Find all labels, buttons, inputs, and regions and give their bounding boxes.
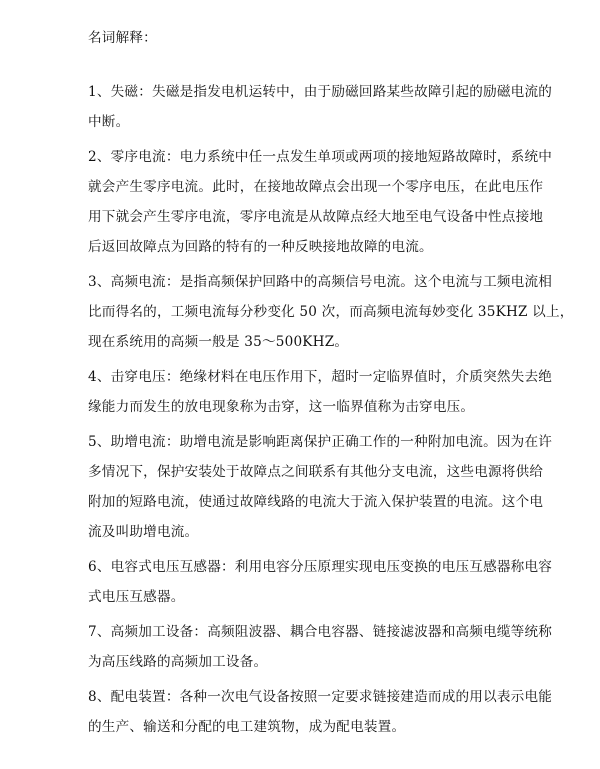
text-line: 现在系统用的高频一般是 35～500KHZ。 xyxy=(88,334,349,350)
text-line: 式电压互感器。 xyxy=(88,589,185,605)
text-line: 附加的短路电流，使通过故障线路的电流大于流入保护装置的电流。这个电 xyxy=(88,494,544,510)
text-line: 的生产、输送和分配的电工建筑物，成为配电装置。 xyxy=(88,719,406,735)
text-line: 多情况下，保护安装处于故障点之间联系有其他分支电流，这些电源将供给 xyxy=(88,464,544,480)
text-line: 4、击穿电压：绝缘材料在电压作用下，超时一定临界值时，介质突然失去绝 xyxy=(88,369,553,385)
text-line: 就会产生零序电流。此时，在接地故障点会出现一个零序电压，在此电压作 xyxy=(88,179,544,195)
text-line: 7、高频加工设备：高频阻波器、耦合电容器、链接滤波器和高频电缆等统称 xyxy=(88,624,553,640)
text-line: 6、电容式电压互感器：利用电容分压原理实现电压变换的电压互感器称电容 xyxy=(88,559,553,575)
text-line: 中断。 xyxy=(88,114,130,130)
text-line: 用下就会产生零序电流，零序电流是从故障点经大地至电气设备中性点接地 xyxy=(88,209,544,225)
document-heading: 名词解释： xyxy=(88,30,157,46)
text-line: 后返回故障点为回路的特有的一种反映接地故障的电流。 xyxy=(88,239,433,255)
text-line: 比而得名的，工频电流每分秒变化 50 次，而高频电流每妙变化 35KHZ 以上， xyxy=(88,304,574,320)
text-line: 1、失磁：失磁是指发电机运转中，由于励磁回路某些故障引起的励磁电流的 xyxy=(88,84,553,100)
text-line: 缘能力而发生的放电现象称为击穿，这一临界值称为击穿电压。 xyxy=(88,399,475,415)
text-line: 3、高频电流：是指高频保护回路中的高频信号电流。这个电流与工频电流相 xyxy=(88,274,553,290)
text-line: 8、配电装置：各种一次电气设备按照一定要求链接建造而成的用以表示电能 xyxy=(88,689,553,705)
text-line: 流及叫助增电流。 xyxy=(88,524,199,540)
text-line: 为高压线路的高频加工设备。 xyxy=(88,654,268,670)
text-line: 2、零序电流：电力系统中任一点发生单项或两项的接地短路故障时，系统中 xyxy=(88,149,553,165)
text-line: 5、助增电流：助增电流是影响距离保护正确工作的一种附加电流。因为在许 xyxy=(88,434,553,450)
